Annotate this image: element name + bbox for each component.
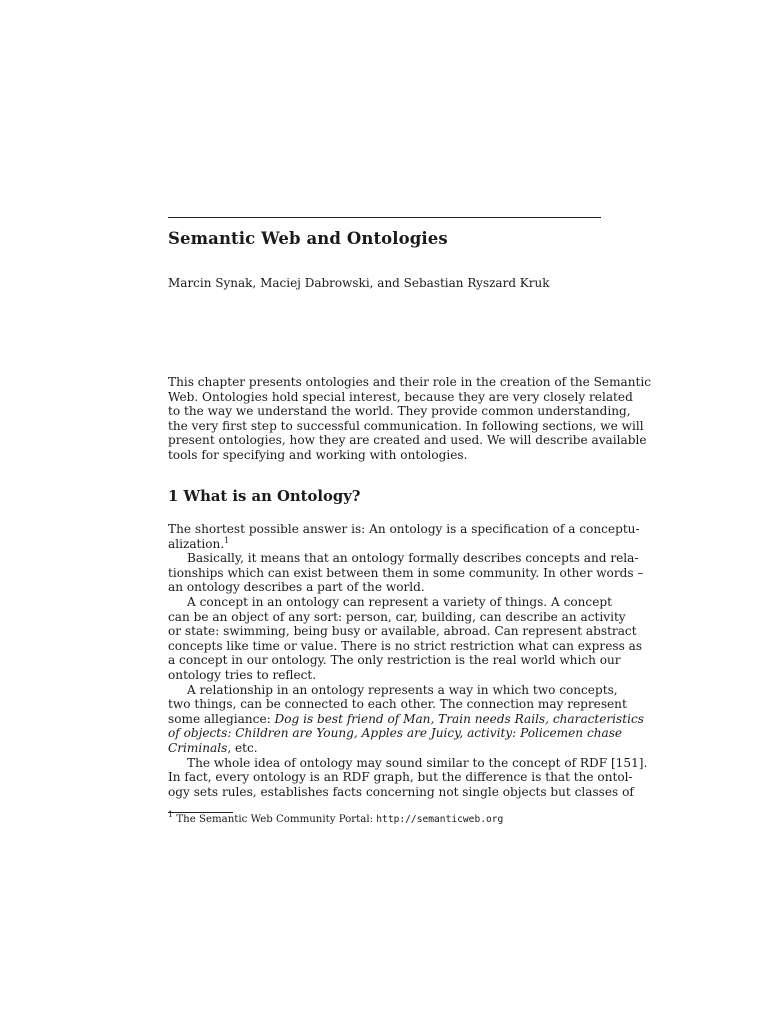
header-rule (168, 217, 601, 218)
abstract-line: tools for specifying and working with ontologies. (168, 447, 468, 462)
section-title: What is an Ontology? (183, 488, 361, 505)
abstract-line: present ontologies, how they are created and used. We will describe available (168, 433, 647, 448)
body-line: The whole idea of ontology may sound similar to the concept of RDF [151]. (187, 755, 648, 770)
footnote (168, 810, 504, 825)
abstract-line: to the way we understand the world. They provide common understanding, (168, 404, 631, 419)
body-line: tionships which can exist between them in some community. In other words – (168, 565, 644, 580)
body-line: of objects: Children are Young, Apples are Juicy, activity: Policemen chase (168, 726, 623, 741)
abstract (168, 375, 652, 463)
body-line: a concept in our ontology. The only restriction is the real world which our (168, 653, 621, 668)
body-line: ontology tries to reflect. (168, 667, 317, 682)
body-line: an ontology describes a part of the world. (168, 580, 425, 595)
footnote-url[interactable]: http://semanticweb.org (376, 814, 504, 825)
abstract-line: the very first step to successful communication. In following sections, we will (168, 418, 644, 433)
section-body (168, 522, 648, 799)
italic-example: Dog is best friend of Man, Train needs Rails, characteristics (274, 711, 644, 726)
body-text-run: , etc. (227, 740, 258, 755)
chapter-authors: Marcin Synak, Maciej Dabrowski, and Sebastian Ryszard Kruk (168, 276, 550, 290)
body-line (168, 711, 644, 727)
body-line (168, 741, 601, 756)
body-line: concepts like time or value. There is no strict restriction what can express as (168, 638, 643, 653)
section-number: 1 (168, 488, 179, 505)
chapter-title: Semantic Web and Ontologies (168, 229, 448, 248)
body-line (168, 537, 601, 552)
body-line: A relationship in an ontology represents a way in which two concepts, (187, 682, 618, 697)
body-line: ogy sets rules, establishes facts concerning not single objects but classes of (168, 784, 634, 799)
body-line: Basically, it means that an ontology formally describes concepts and rela- (187, 551, 639, 566)
body-line: two things, can be connected to each other. The connection may represent (168, 697, 627, 712)
footnote-text: The Semantic Web Community Portal: (176, 814, 377, 825)
body-text-run: some allegiance: (168, 711, 275, 726)
footnote-reference: 1 (224, 535, 230, 545)
body-line: A concept in an ontology can represent a variety of things. A concept (187, 594, 612, 609)
footnote-rule (168, 812, 233, 813)
body-text-run: alization. (168, 536, 225, 551)
body-line: or state: swimming, being busy or available, abroad. Can represent abstract (168, 624, 637, 639)
italic-example: Criminals (168, 740, 228, 755)
body-line: In fact, every ontology is an RDF graph, but the difference is that the ontol- (168, 770, 633, 785)
body-line: can be an object of any sort: person, car, building, can describe an activity (168, 609, 626, 624)
document-page (168, 0, 652, 1024)
abstract-line: Web. Ontologies hold special interest, because they are very closely related (168, 389, 633, 404)
footnote-mark: 1 (168, 810, 174, 819)
body-line: The shortest possible answer is: An ontology is a specification of a conceptu- (168, 522, 640, 536)
abstract-line: This chapter presents ontologies and their role in the creation of the Semantic (168, 375, 652, 389)
section-heading (168, 488, 360, 505)
